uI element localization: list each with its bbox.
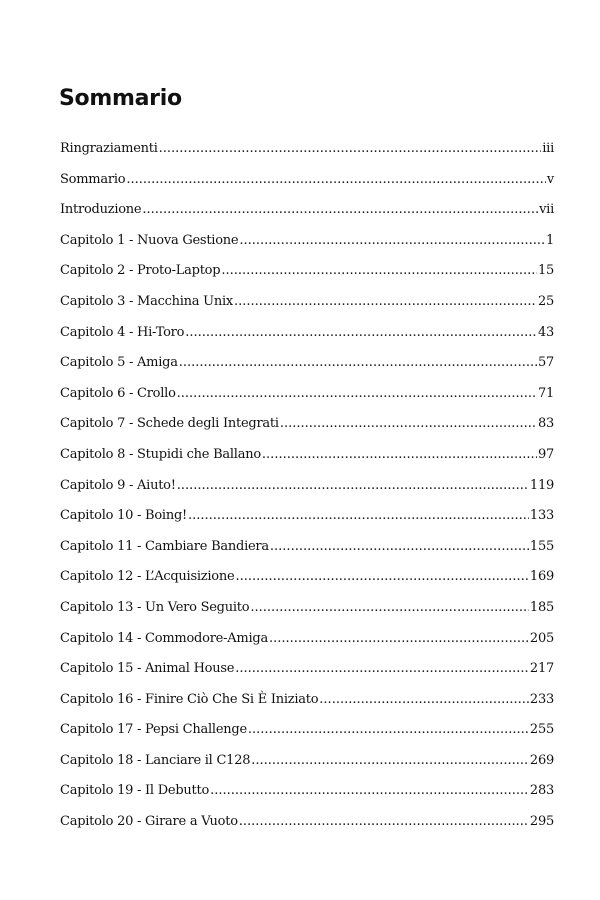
toc-entry-label: Capitolo 20 - Girare a Vuoto xyxy=(60,814,238,830)
toc-dot-leader xyxy=(221,263,537,278)
toc-dot-leader xyxy=(126,172,546,187)
toc-entry-label: Capitolo 9 - Aiuto! xyxy=(60,477,176,493)
toc-entry-label: Capitolo 17 - Pepsi Challenge xyxy=(60,722,247,738)
toc-entry-page-number: v xyxy=(546,171,554,187)
toc-dot-leader xyxy=(319,692,529,707)
toc-entry-label: Sommario xyxy=(60,171,126,187)
toc-entry-page-number: 269 xyxy=(529,752,554,768)
toc-dot-leader xyxy=(159,141,542,156)
toc-dot-leader xyxy=(185,325,537,340)
toc-entry-label: Capitolo 11 - Cambiare Bandiera xyxy=(60,538,269,554)
toc-dot-leader xyxy=(210,783,529,798)
toc-entry-label: Ringraziamenti xyxy=(60,141,158,156)
toc-entry-label: Capitolo 19 - Il Debutto xyxy=(60,783,210,799)
toc-entry xyxy=(60,141,554,172)
toc-entry-page-number: vii xyxy=(539,202,554,218)
toc-entry-page-number: 119 xyxy=(529,477,554,493)
toc-entry xyxy=(60,783,554,814)
toc-entry-page-number: 15 xyxy=(537,263,554,279)
toc-entry-label: Capitolo 1 - Nuova Gestione xyxy=(60,232,239,248)
toc-entry-page-number: 43 xyxy=(537,324,554,340)
toc-entry-label: Capitolo 3 - Macchina Unix xyxy=(60,293,233,309)
toc-entry-label: Capitolo 13 - Un Vero Seguito xyxy=(60,599,250,615)
toc-entry xyxy=(60,416,554,447)
toc-entry-page-number: 83 xyxy=(537,416,554,432)
toc-entry-page-number: 1 xyxy=(545,232,554,248)
toc-entry-page-number: 133 xyxy=(529,508,554,524)
toc-entry-page-number: 217 xyxy=(529,661,554,677)
toc-entry-label: Capitolo 6 - Crollo xyxy=(60,385,176,401)
toc-entry-label: Capitolo 16 - Finire Ciò Che Si È Iniziato xyxy=(60,691,319,707)
toc-entry xyxy=(60,631,554,662)
toc-dot-leader xyxy=(179,355,537,370)
toc-entry xyxy=(60,233,554,264)
toc-dot-leader xyxy=(142,202,538,217)
toc-entry-page-number: 185 xyxy=(529,599,554,615)
toc-dot-leader xyxy=(270,539,529,554)
toc-entry xyxy=(60,263,554,294)
toc-entry xyxy=(60,478,554,509)
toc-entry xyxy=(60,294,554,325)
toc-entry xyxy=(60,172,554,203)
toc-entry xyxy=(60,692,554,723)
toc-entry xyxy=(60,325,554,356)
toc-entry-page-number: iii xyxy=(542,141,554,156)
toc-entry-label: Capitolo 15 - Animal House xyxy=(60,661,235,677)
toc-dot-leader xyxy=(280,416,537,431)
toc-entry xyxy=(60,539,554,570)
toc-dot-leader xyxy=(248,722,529,737)
toc-entry-page-number: 255 xyxy=(529,722,554,738)
toc-dot-leader xyxy=(239,233,545,248)
toc-entry-page-number: 97 xyxy=(537,446,554,462)
toc-entry xyxy=(60,722,554,753)
toc-entry xyxy=(60,600,554,631)
toc-entry xyxy=(60,569,554,600)
toc-entry-label: Capitolo 10 - Boing! xyxy=(60,508,187,524)
toc-entry-label: Capitolo 2 - Proto-Laptop xyxy=(60,263,221,279)
table-of-contents xyxy=(60,141,554,845)
toc-entry-label: Capitolo 14 - Commodore-Amiga xyxy=(60,630,268,646)
toc-dot-leader xyxy=(235,661,529,676)
toc-entry-page-number: 283 xyxy=(529,783,554,799)
page-title: Sommario xyxy=(59,86,182,111)
toc-dot-leader xyxy=(177,478,529,493)
toc-entry-page-number: 295 xyxy=(529,814,554,830)
toc-entry xyxy=(60,753,554,784)
toc-entry xyxy=(60,355,554,386)
toc-entry-page-number: 233 xyxy=(529,691,554,707)
toc-entry xyxy=(60,508,554,539)
toc-entry xyxy=(60,202,554,233)
toc-entry xyxy=(60,447,554,478)
toc-dot-leader xyxy=(269,631,529,646)
toc-entry xyxy=(60,661,554,692)
toc-entry xyxy=(60,386,554,417)
toc-entry-label: Capitolo 18 - Lanciare il C128 xyxy=(60,752,251,768)
toc-dot-leader xyxy=(250,600,529,615)
toc-dot-leader xyxy=(251,753,529,768)
toc-dot-leader xyxy=(188,508,529,523)
toc-entry-page-number: 57 xyxy=(537,355,554,371)
toc-dot-leader xyxy=(235,569,528,584)
toc-entry-label: Capitolo 8 - Stupidi che Ballano xyxy=(60,446,261,462)
toc-dot-leader xyxy=(262,447,537,462)
toc-entry-label: Capitolo 5 - Amiga xyxy=(60,355,178,371)
toc-dot-leader xyxy=(234,294,537,309)
toc-entry-page-number: 169 xyxy=(529,569,554,585)
toc-entry-page-number: 71 xyxy=(537,385,554,401)
toc-entry-page-number: 155 xyxy=(529,538,554,554)
toc-dot-leader xyxy=(239,814,529,829)
toc-entry-label: Capitolo 4 - Hi-Toro xyxy=(60,324,185,340)
toc-entry-label: Introduzione xyxy=(60,202,142,218)
toc-dot-leader xyxy=(177,386,537,401)
toc-entry-label: Capitolo 7 - Schede degli Integrati xyxy=(60,416,279,432)
toc-entry xyxy=(60,814,554,845)
toc-entry-label: Capitolo 12 - L’Acquisizione xyxy=(60,569,235,585)
toc-entry-page-number: 205 xyxy=(529,630,554,646)
toc-entry-page-number: 25 xyxy=(537,293,554,309)
